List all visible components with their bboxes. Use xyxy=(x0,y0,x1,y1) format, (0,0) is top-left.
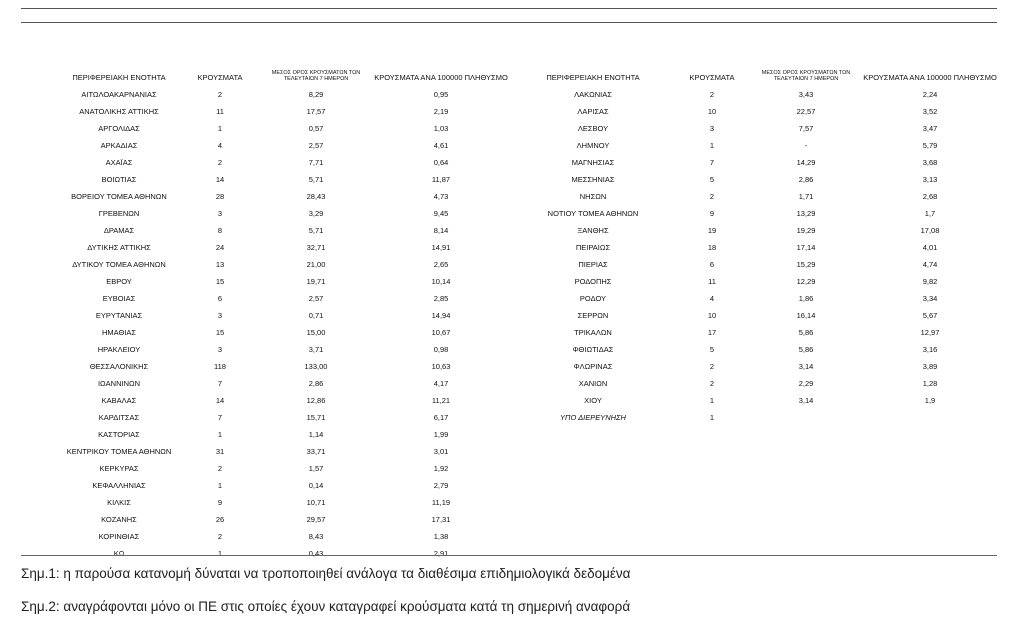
cell-per100k: 2,19 xyxy=(433,107,449,116)
header-region: ΠΕΡΙΦΕΡΕΙΑΚΗ ΕΝΟΤΗΤΑ xyxy=(546,72,640,82)
cell-avg7: 1,71 xyxy=(798,192,814,201)
cell-per100k: 10,14 xyxy=(431,277,451,286)
cell-cases: 4 xyxy=(217,141,223,150)
cell-avg7: 21,00 xyxy=(306,260,326,269)
cell-avg7: 15,29 xyxy=(796,260,816,269)
cell-region: ΗΡΑΚΛΕΙΟΥ xyxy=(97,345,141,354)
cell-cases: 3 xyxy=(709,124,715,133)
cell-region: ΚΑΣΤΟΡΙΑΣ xyxy=(98,430,140,439)
cell-avg7: 2,86 xyxy=(798,175,814,184)
cell-avg7: 12,29 xyxy=(796,277,816,286)
note-2: Σημ.2: αναγράφονται μόνο οι ΠΕ στις οποίες έχουν καταγραφεί κρούσματα κατά τη σημερινή αναφορά xyxy=(21,599,631,614)
cell-region: ΚΕΦΑΛΛΗΝΙΑΣ xyxy=(92,481,146,490)
cell-avg7: 28,43 xyxy=(306,192,326,201)
header-avg7: ΜΕΣΟΣ ΟΡΟΣ ΚΡΟΥΣΜΑΤΩΝ ΤΩΝ ΤΕΛΕΥΤΑΙΩΝ 7 ΗΜΕΡΩΝ xyxy=(271,69,361,82)
cell-region: ΚΕΝΤΡΙΚΟΥ ΤΟΜΕΑ ΑΘΗΝΩΝ xyxy=(66,447,172,456)
cell-cases: 7 xyxy=(217,379,223,388)
cell-region: ΝΗΣΩΝ xyxy=(579,192,607,201)
cell-region: ΒΟΡΕΙΟΥ ΤΟΜΕΑ ΑΘΗΝΩΝ xyxy=(71,192,167,201)
cell-per100k: 5,79 xyxy=(922,141,938,150)
cell-region: ΛΑΚΩΝΙΑΣ xyxy=(574,90,612,99)
cell-per100k: 14,91 xyxy=(431,243,451,252)
cell-per100k: 3,13 xyxy=(922,175,938,184)
cell-per100k: 2,24 xyxy=(922,90,938,99)
cell-cases: 3 xyxy=(217,345,223,354)
cell-region: ΣΕΡΡΩΝ xyxy=(577,311,609,320)
cell-cases: 28 xyxy=(215,192,225,201)
cell-cases: 2 xyxy=(709,362,715,371)
cell-region: ΧΑΝΙΩΝ xyxy=(578,379,608,388)
cell-region: ΞΑΝΘΗΣ xyxy=(577,226,609,235)
cell-cases: 118 xyxy=(214,362,226,371)
cell-per100k: 12,97 xyxy=(920,328,940,337)
cell-region: ΛΗΜΝΟΥ xyxy=(576,141,610,150)
cell-region: ΔΥΤΙΚΟΥ ΤΟΜΕΑ ΑΘΗΝΩΝ xyxy=(72,260,166,269)
cell-per100k: 4,74 xyxy=(922,260,938,269)
cell-cases: 1 xyxy=(217,124,223,133)
cell-region: ΠΕΙΡΑΙΩΣ xyxy=(575,243,611,252)
cell-cases: 1 xyxy=(217,430,223,439)
cell-cases: 7 xyxy=(217,413,223,422)
cell-region: ΚΙΛΚΙΣ xyxy=(107,498,131,507)
cell-cases: 2 xyxy=(217,90,223,99)
header-per100k: ΚΡΟΥΣΜΑΤΑ ΑΝΑ 100000 ΠΛΗΘΥΣΜΟ xyxy=(863,72,997,82)
cell-region: ΔΥΤΙΚΗΣ ΑΤΤΙΚΗΣ xyxy=(87,243,151,252)
cell-region: ΑΙΤΩΛΟΑΚΑΡΝΑΝΙΑΣ xyxy=(81,90,157,99)
cell-cases: 4 xyxy=(709,294,715,303)
cell-region: ΚΟΖΑΝΗΣ xyxy=(101,515,137,524)
cell-cases: 2 xyxy=(217,464,223,473)
cell-per100k: 10,67 xyxy=(431,328,451,337)
cell-per100k: 9,45 xyxy=(433,209,449,218)
cell-cases: 5 xyxy=(709,345,715,354)
cell-cases: 18 xyxy=(707,243,717,252)
cell-avg7: 19,71 xyxy=(306,277,326,286)
cell-avg7: 8,43 xyxy=(308,532,324,541)
cell-region: ΠΙΕΡΙΑΣ xyxy=(578,260,608,269)
cell-avg7: 15,71 xyxy=(306,413,326,422)
cell-avg7: 8,29 xyxy=(308,90,324,99)
cell-per100k: 1,28 xyxy=(922,379,938,388)
cell-avg7: 2,57 xyxy=(308,294,324,303)
cell-cases: 9 xyxy=(217,498,223,507)
cell-per100k: 9,82 xyxy=(922,277,938,286)
cell-avg7: 3,71 xyxy=(308,345,324,354)
cell-region: ΑΧΑΪΑΣ xyxy=(105,158,133,167)
cell-cases: 13 xyxy=(215,260,225,269)
cell-cases: 31 xyxy=(215,447,225,456)
cell-cases: 15 xyxy=(215,328,225,337)
cell-per100k: 2,91 xyxy=(433,549,449,558)
cell-cases: 6 xyxy=(709,260,715,269)
cell-avg7: 32,71 xyxy=(306,243,326,252)
cell-cases: 8 xyxy=(217,226,223,235)
cell-per100k: 2,85 xyxy=(433,294,449,303)
cell-cases: 11 xyxy=(708,277,716,286)
cell-region: ΧΙΟΥ xyxy=(584,396,602,405)
cell-per100k: 3,47 xyxy=(922,124,938,133)
cell-region: ΤΡΙΚΑΛΩΝ xyxy=(574,328,612,337)
cell-avg7: 15,00 xyxy=(306,328,326,337)
cell-per100k: 11,87 xyxy=(431,175,451,184)
cell-cases: 24 xyxy=(215,243,225,252)
cell-per100k: 4,73 xyxy=(433,192,449,201)
cell-cases: 2 xyxy=(709,90,715,99)
cell-per100k: 1,38 xyxy=(433,532,449,541)
cell-per100k: 17,31 xyxy=(431,515,451,524)
cell-avg7: 0,57 xyxy=(308,124,324,133)
cell-per100k: 3,16 xyxy=(922,345,938,354)
header-cases: ΚΡΟΥΣΜΑΤΑ xyxy=(689,72,735,82)
cell-avg7: 1,57 xyxy=(308,464,324,473)
cell-region: ΛΑΡΙΣΑΣ xyxy=(577,107,609,116)
cell-per100k: 0,64 xyxy=(433,158,449,167)
cell-per100k: 1,9 xyxy=(924,396,936,405)
cell-cases: 3 xyxy=(217,311,223,320)
cell-avg7: 29,57 xyxy=(306,515,326,524)
cell-avg7: 133,00 xyxy=(304,362,328,371)
cell-avg7: 13,29 xyxy=(796,209,816,218)
cell-per100k: 3,89 xyxy=(922,362,938,371)
header-cases: ΚΡΟΥΣΜΑΤΑ xyxy=(197,72,243,82)
cell-per100k: 2,68 xyxy=(922,192,938,201)
cell-avg7: 17,14 xyxy=(796,243,816,252)
cell-region: ΑΡΚΑΔΙΑΣ xyxy=(100,141,138,150)
cell-region: ΑΡΓΟΛΙΔΑΣ xyxy=(98,124,140,133)
cell-region: ΘΕΣΣΑΛΟΝΙΚΗΣ xyxy=(89,362,149,371)
cell-cases: 1 xyxy=(217,549,223,558)
cell-avg7: 5,71 xyxy=(308,175,324,184)
cell-cases: 2 xyxy=(709,192,715,201)
cell-avg7: 33,71 xyxy=(306,447,326,456)
header-region: ΠΕΡΙΦΕΡΕΙΑΚΗ ΕΝΟΤΗΤΑ xyxy=(72,72,166,82)
cell-per100k: 1,92 xyxy=(433,464,449,473)
cell-avg7: 0,71 xyxy=(308,311,324,320)
cell-per100k: 17,08 xyxy=(920,226,940,235)
cell-per100k: 8,14 xyxy=(433,226,449,235)
cell-region: ΛΕΣΒΟΥ xyxy=(577,124,609,133)
cell-per100k: 11,19 xyxy=(431,498,451,507)
cell-region: ΗΜΑΘΙΑΣ xyxy=(101,328,137,337)
cell-avg7: - xyxy=(804,141,808,150)
cell-per100k: 3,01 xyxy=(433,447,449,456)
cell-per100k: 1,99 xyxy=(433,430,449,439)
cell-cases: 3 xyxy=(217,209,223,218)
header-per100k: ΚΡΟΥΣΜΑΤΑ ΑΝΑ 100000 ΠΛΗΘΥΣΜΟ xyxy=(374,72,508,82)
cell-per100k: 4,01 xyxy=(922,243,938,252)
cell-cases: 14 xyxy=(215,396,225,405)
cell-cases: 26 xyxy=(215,515,225,524)
cell-region: ΚΕΡΚΥΡΑΣ xyxy=(99,464,139,473)
cell-region: ΜΕΣΣΗΝΙΑΣ xyxy=(571,175,615,184)
cell-cases: 17 xyxy=(707,328,717,337)
cell-per100k: 1,7 xyxy=(924,209,936,218)
cell-cases: 2 xyxy=(217,158,223,167)
cell-avg7: 1,86 xyxy=(798,294,814,303)
cell-region: ΦΛΩΡΙΝΑΣ xyxy=(573,362,613,371)
cell-region: ΚΟΡΙΝΘΙΑΣ xyxy=(98,532,140,541)
cell-per100k: 0,95 xyxy=(433,90,449,99)
cell-per100k: 4,61 xyxy=(433,141,449,150)
cell-per100k: 4,17 xyxy=(433,379,449,388)
cell-per100k: 3,34 xyxy=(922,294,938,303)
cell-region: ΕΒΡΟΥ xyxy=(106,277,132,286)
cell-per100k: 1,03 xyxy=(433,124,449,133)
cell-region: ΕΥΡΥΤΑΝΙΑΣ xyxy=(95,311,143,320)
cell-avg7: 1,14 xyxy=(308,430,324,439)
cell-avg7: 3,14 xyxy=(798,362,814,371)
cell-cases: 2 xyxy=(217,532,223,541)
cell-region: ΡΟΔΟΥ xyxy=(579,294,607,303)
cell-region: ΓΡΕΒΕΝΩΝ xyxy=(98,209,140,218)
cell-per100k: 0,98 xyxy=(433,345,449,354)
cell-per100k: 3,68 xyxy=(922,158,938,167)
cell-per100k: 2,65 xyxy=(433,260,449,269)
cell-region: ΥΠΟ ΔΙΕΡΕΥΝΗΣΗ xyxy=(560,413,626,422)
cell-avg7: 16,14 xyxy=(796,311,816,320)
cell-cases: 14 xyxy=(215,175,225,184)
cell-per100k: 3,52 xyxy=(922,107,938,116)
cell-cases: 11 xyxy=(216,107,224,116)
top-rule-second xyxy=(21,22,997,23)
cell-region: ΦΘΙΩΤΙΔΑΣ xyxy=(572,345,614,354)
cell-avg7: 3,43 xyxy=(798,90,814,99)
cell-region: ΜΑΓΝΗΣΙΑΣ xyxy=(571,158,615,167)
cell-cases: 5 xyxy=(709,175,715,184)
cell-avg7: 7,57 xyxy=(798,124,814,133)
cell-cases: 15 xyxy=(215,277,225,286)
cell-region: ΚΑΒΑΛΑΣ xyxy=(101,396,137,405)
top-rule xyxy=(21,8,997,9)
cell-cases: 10 xyxy=(707,107,717,116)
cell-per100k: 10,63 xyxy=(431,362,451,371)
cell-avg7: 10,71 xyxy=(306,498,326,507)
cell-region: ΝΟΤΙΟΥ ΤΟΜΕΑ ΑΘΗΝΩΝ xyxy=(547,209,639,218)
cell-per100k: 11,21 xyxy=(431,396,451,405)
cell-cases: 6 xyxy=(217,294,223,303)
cell-cases: 1 xyxy=(709,141,715,150)
cell-avg7: 22,57 xyxy=(796,107,816,116)
cell-region: ΑΝΑΤΟΛΙΚΗΣ ΑΤΤΙΚΗΣ xyxy=(79,107,159,116)
cell-avg7: 2,57 xyxy=(308,141,324,150)
cell-cases: 7 xyxy=(709,158,715,167)
cell-per100k: 14,94 xyxy=(431,311,451,320)
cell-avg7: 17,57 xyxy=(306,107,326,116)
cell-per100k: 5,67 xyxy=(922,311,938,320)
cell-avg7: 2,86 xyxy=(308,379,324,388)
note-1: Σημ.1: η παρούσα κατανομή δύναται να τροποποιηθεί ανάλογα τα διαθέσιμα επιδημιολογικά δεδομένα xyxy=(21,566,631,581)
cell-cases: 10 xyxy=(707,311,717,320)
cell-avg7: 0,14 xyxy=(308,481,324,490)
cell-cases: 2 xyxy=(709,379,715,388)
cell-cases: 1 xyxy=(709,396,715,405)
cell-avg7: 0,43 xyxy=(308,549,324,558)
cell-avg7: 7,71 xyxy=(308,158,324,167)
cell-cases: 9 xyxy=(709,209,715,218)
cell-avg7: 5,86 xyxy=(798,328,814,337)
cell-region: ΙΩΑΝΝΙΝΩΝ xyxy=(97,379,141,388)
cell-avg7: 5,86 xyxy=(798,345,814,354)
cell-cases: 1 xyxy=(709,413,715,422)
cell-region: ΡΟΔΟΠΗΣ xyxy=(574,277,612,286)
cell-cases: 19 xyxy=(707,226,717,235)
cell-avg7: 2,29 xyxy=(798,379,814,388)
cell-region: ΒΟΙΩΤΙΑΣ xyxy=(101,175,137,184)
cell-region: ΚΩ xyxy=(113,549,125,558)
cell-cases: 1 xyxy=(217,481,223,490)
header-avg7: ΜΕΣΟΣ ΟΡΟΣ ΚΡΟΥΣΜΑΤΩΝ ΤΩΝ ΤΕΛΕΥΤΑΙΩΝ 7 ΗΜΕΡΩΝ xyxy=(761,69,851,82)
cell-per100k: 6,17 xyxy=(433,413,449,422)
cell-region: ΔΡΑΜΑΣ xyxy=(103,226,135,235)
cell-region: ΕΥΒΟΙΑΣ xyxy=(102,294,136,303)
cell-avg7: 19,29 xyxy=(796,226,816,235)
bottom-rule xyxy=(21,555,997,556)
cell-per100k: 2,79 xyxy=(433,481,449,490)
cell-avg7: 12,86 xyxy=(306,396,326,405)
cell-avg7: 5,71 xyxy=(308,226,324,235)
cell-avg7: 3,29 xyxy=(308,209,324,218)
cell-avg7: 3,14 xyxy=(798,396,814,405)
cell-avg7: 14,29 xyxy=(796,158,816,167)
cell-region: ΚΑΡΔΙΤΣΑΣ xyxy=(98,413,140,422)
